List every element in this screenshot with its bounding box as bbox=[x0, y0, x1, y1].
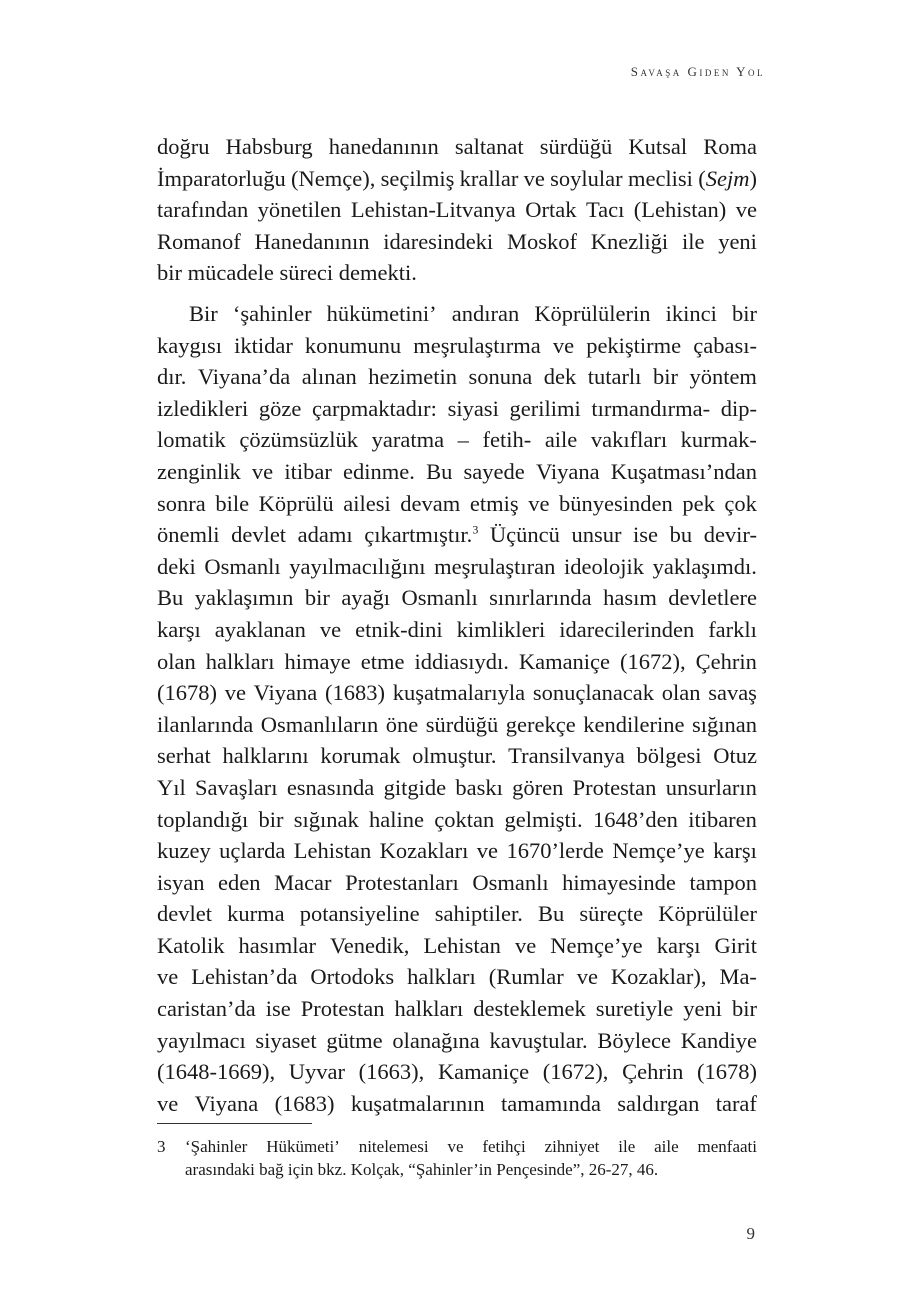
word: taraf bbox=[715, 1090, 757, 1116]
word: tırmandırma- bbox=[591, 395, 711, 421]
word: karşı bbox=[656, 932, 701, 958]
word: çarpmaktadır: bbox=[311, 395, 437, 421]
word: gerilimi bbox=[509, 395, 581, 421]
word: ve bbox=[157, 1090, 179, 1116]
word: ve bbox=[523, 165, 545, 191]
word: caristan’da bbox=[157, 996, 256, 1022]
word: sahiptiler. bbox=[434, 901, 523, 927]
word: meşrulaştıran bbox=[434, 553, 556, 579]
word: Ortak bbox=[525, 197, 577, 223]
text-line bbox=[157, 551, 757, 583]
word: menfaati bbox=[697, 1137, 757, 1156]
word: Bir bbox=[189, 301, 218, 326]
word: (1683) bbox=[274, 1090, 335, 1116]
word: Osmanlı bbox=[472, 869, 549, 895]
word: fetihçi bbox=[482, 1137, 526, 1156]
word: Hanedanının bbox=[254, 228, 370, 254]
word: devlet bbox=[157, 901, 212, 927]
word: andıran bbox=[451, 301, 520, 326]
word: fetih- bbox=[482, 427, 532, 453]
word: Hükümeti’ bbox=[266, 1137, 340, 1156]
word: Lehistan’da bbox=[191, 964, 298, 990]
word: ideolojik bbox=[563, 553, 644, 579]
word: dır. bbox=[157, 364, 187, 390]
word: Köprülü bbox=[258, 490, 334, 516]
word: ve bbox=[476, 838, 499, 864]
word: etnik-dini bbox=[355, 616, 443, 642]
text-line bbox=[157, 614, 757, 646]
word: toplandığı bbox=[157, 806, 249, 832]
word: kuşatmalarının bbox=[350, 1090, 485, 1116]
word: Lehistan-Litvanya bbox=[350, 197, 516, 223]
word: yayılmacı bbox=[157, 1027, 246, 1053]
word: korumak bbox=[320, 743, 401, 769]
word: Çehrin bbox=[622, 1059, 684, 1085]
text-line bbox=[157, 835, 757, 867]
word: ayaklanan bbox=[214, 616, 306, 642]
word: göze bbox=[258, 395, 302, 421]
text-line bbox=[157, 330, 757, 362]
word: Romanof bbox=[157, 228, 241, 254]
word: yeni bbox=[683, 996, 722, 1022]
word: saldırgan bbox=[617, 1090, 700, 1116]
word: Kamaniçe bbox=[437, 1059, 530, 1085]
word: bile bbox=[215, 490, 250, 516]
word: esnasında bbox=[286, 774, 375, 800]
word: (1663), bbox=[358, 1059, 425, 1085]
word: kurmak- bbox=[680, 427, 757, 453]
word: Bu bbox=[157, 585, 184, 611]
word: dip- bbox=[720, 395, 757, 421]
word: itibaren bbox=[688, 806, 757, 832]
word: yönetilen bbox=[257, 197, 342, 223]
word: kurma bbox=[227, 901, 285, 927]
word: yaklaşımdı. bbox=[652, 553, 757, 579]
word: halkları bbox=[407, 964, 476, 990]
word: ve bbox=[735, 197, 757, 223]
word: – bbox=[457, 427, 469, 453]
word: olmuştur. bbox=[412, 743, 497, 769]
word: halkları bbox=[394, 996, 464, 1022]
text-line bbox=[157, 163, 757, 195]
footnote-line: arasındaki bağ için bkz. Kolçak, “Şahinler’in Pençesinde”, 26-27, 46. bbox=[185, 1160, 659, 1179]
word: çok bbox=[724, 490, 757, 516]
text-line bbox=[157, 709, 757, 741]
text-line bbox=[157, 898, 757, 930]
word: ve bbox=[447, 1137, 464, 1156]
word: Köprülülerin bbox=[534, 301, 651, 326]
word: çıkartmıştır.$^3$ bbox=[364, 522, 479, 548]
word: ise bbox=[633, 522, 659, 548]
word: seçilmiş bbox=[380, 165, 455, 191]
text-line: bir mücadele süreci demekti. bbox=[157, 260, 417, 286]
word: (1648-1669), bbox=[157, 1059, 276, 1085]
word: Kozaklar), bbox=[610, 964, 707, 990]
word: aile bbox=[544, 427, 578, 453]
word: unsurların bbox=[665, 774, 757, 800]
word: tarafından bbox=[157, 197, 249, 223]
word: tutarlı bbox=[587, 364, 642, 390]
word: Osmanlı bbox=[204, 553, 281, 579]
word: edinme. bbox=[343, 458, 415, 484]
word: idarecilerinden bbox=[559, 616, 695, 642]
word: gelmişti. bbox=[504, 806, 583, 832]
word: devlet bbox=[231, 522, 287, 548]
text-line bbox=[157, 424, 757, 456]
text-line bbox=[157, 677, 757, 709]
word: ve bbox=[251, 458, 274, 484]
text-line bbox=[157, 993, 757, 1025]
word: Ortodoks bbox=[310, 964, 395, 990]
word: farklı bbox=[708, 616, 757, 642]
word: ve bbox=[576, 964, 598, 990]
text-line bbox=[157, 961, 757, 993]
word: gitgide bbox=[383, 774, 447, 800]
word: (1678) bbox=[696, 1059, 757, 1085]
footnote-number: 3 bbox=[157, 1137, 166, 1156]
word: yaklaşımın bbox=[194, 585, 294, 611]
text-line bbox=[157, 582, 757, 614]
text-line bbox=[157, 740, 757, 772]
word: hasım bbox=[603, 585, 657, 611]
word: olanağına bbox=[392, 1027, 480, 1053]
word: ‘şahinler bbox=[232, 301, 312, 326]
word: bir bbox=[258, 806, 284, 832]
word: Uyvar bbox=[288, 1059, 345, 1085]
word: idaresindeki bbox=[383, 228, 494, 254]
word: Girit bbox=[714, 932, 757, 958]
word: Macar bbox=[274, 869, 332, 895]
word: ile bbox=[618, 1137, 636, 1156]
word: bir bbox=[304, 585, 330, 611]
word: zenginlik bbox=[157, 458, 241, 484]
footnote-line bbox=[185, 1135, 757, 1158]
word: 1648’den bbox=[592, 806, 678, 832]
word: Yıl bbox=[157, 774, 186, 800]
word: tampon bbox=[689, 869, 757, 895]
word: önemli bbox=[157, 522, 220, 548]
word: bir bbox=[731, 301, 757, 326]
word: hasımlar bbox=[238, 932, 317, 958]
word: öne bbox=[385, 711, 419, 737]
word: ve bbox=[319, 616, 342, 642]
word: çözümsüzlük bbox=[239, 427, 359, 453]
word: ve bbox=[157, 964, 179, 990]
word: Transilvanya bbox=[508, 743, 625, 769]
word: bünyesinden bbox=[559, 490, 673, 516]
word: Osmanlı bbox=[401, 585, 478, 611]
word: ‘Şahinler bbox=[185, 1137, 248, 1156]
text-line bbox=[157, 131, 757, 163]
word: (Sejm) bbox=[698, 165, 757, 191]
word: pekiştirme bbox=[586, 332, 682, 358]
word: Tacı bbox=[585, 197, 625, 223]
word: himayesinde bbox=[562, 869, 676, 895]
word: (1672), bbox=[542, 1059, 609, 1085]
word: lomatik bbox=[157, 427, 226, 453]
word: doğru bbox=[157, 134, 210, 159]
word: haline bbox=[369, 806, 425, 832]
word: sonuçlanacak bbox=[532, 680, 655, 706]
word: Otuz bbox=[713, 743, 757, 769]
word: tamamında bbox=[500, 1090, 601, 1116]
word: hezimetin bbox=[368, 364, 457, 390]
word: sınırlarında bbox=[489, 585, 592, 611]
word: süreçte bbox=[579, 901, 644, 927]
word: Nemçe’ye bbox=[550, 932, 643, 958]
word: Kuşatması’ndan bbox=[610, 458, 757, 484]
word: yayılmacılığını bbox=[289, 553, 426, 579]
footnote-body bbox=[185, 1135, 757, 1181]
word: Ma- bbox=[719, 964, 757, 990]
word: nitelemesi bbox=[358, 1137, 429, 1156]
paragraph-1 bbox=[157, 131, 757, 289]
word: Lehistan bbox=[423, 932, 501, 958]
word: bir bbox=[652, 364, 678, 390]
word: Viyana bbox=[253, 680, 318, 706]
word: ilanlarında bbox=[157, 711, 254, 737]
word: (1672), bbox=[620, 648, 686, 674]
text-line bbox=[157, 804, 757, 836]
text-line bbox=[157, 456, 757, 488]
word: Köprülüler bbox=[658, 901, 757, 927]
word: pek bbox=[682, 490, 715, 516]
text-line bbox=[157, 519, 757, 551]
word: ikinci bbox=[665, 301, 717, 326]
word: Knezliği bbox=[590, 228, 669, 254]
word: meclisi bbox=[627, 165, 693, 191]
word: etmiş bbox=[469, 490, 519, 516]
text-line bbox=[157, 867, 757, 899]
word: sonuna bbox=[468, 364, 533, 390]
text-line bbox=[157, 930, 757, 962]
word: gerekçe bbox=[505, 711, 576, 737]
word: kaygısı bbox=[157, 332, 222, 358]
word: karşı bbox=[713, 838, 757, 864]
word: Protestan bbox=[300, 996, 385, 1022]
text-line bbox=[157, 1056, 757, 1088]
word: siyasi bbox=[447, 395, 499, 421]
word: krallar bbox=[459, 165, 519, 191]
word: bu bbox=[669, 522, 693, 548]
word: adamı bbox=[297, 522, 353, 548]
word: sayede bbox=[463, 458, 525, 484]
word: isyan bbox=[157, 869, 205, 895]
word: savaş bbox=[708, 680, 757, 706]
word: sürdüğü bbox=[425, 711, 499, 737]
word: Lehistan bbox=[293, 838, 372, 864]
word: meşrulaştırma bbox=[413, 332, 541, 358]
word: çabası- bbox=[693, 332, 757, 358]
word: (Lehistan) bbox=[633, 197, 727, 223]
word: zihniyet bbox=[544, 1137, 600, 1156]
word: gören bbox=[512, 774, 564, 800]
word: Viyana’da bbox=[197, 364, 291, 390]
text-line bbox=[157, 393, 757, 425]
word: serhat bbox=[157, 743, 211, 769]
text-line bbox=[157, 772, 757, 804]
text-line bbox=[157, 488, 757, 520]
word: olan bbox=[661, 680, 701, 706]
word: suretiyle bbox=[595, 996, 674, 1022]
word: baskı bbox=[455, 774, 503, 800]
word: vakıfları bbox=[590, 427, 668, 453]
word: Viyana bbox=[194, 1090, 259, 1116]
running-head: Savaşa Giden Yol bbox=[630, 64, 765, 79]
word: saltanat bbox=[454, 134, 524, 159]
word: sonra bbox=[157, 490, 206, 516]
word: uçlarda bbox=[219, 838, 286, 864]
text-line bbox=[157, 1025, 757, 1057]
word: Roma bbox=[703, 134, 757, 159]
word: yeni bbox=[718, 228, 757, 254]
word: Osmanlıların bbox=[260, 711, 379, 737]
word: Çehrin bbox=[695, 648, 757, 674]
page-number: 9 bbox=[746, 1224, 755, 1243]
word: olan bbox=[157, 648, 196, 674]
word: ve bbox=[224, 680, 246, 706]
word: konumunu bbox=[304, 332, 402, 358]
word: sığınak bbox=[293, 806, 359, 832]
word: (1683) bbox=[324, 680, 385, 706]
word: Venedik, bbox=[330, 932, 410, 958]
word: Protestan bbox=[572, 774, 657, 800]
word: (Nemçe), bbox=[291, 165, 376, 191]
word: 1670’lerde bbox=[506, 838, 604, 864]
word: iddiasıydı. bbox=[414, 648, 509, 674]
word: Katolik bbox=[157, 932, 225, 958]
word: (Rumlar bbox=[488, 964, 564, 990]
word: Kozakları bbox=[379, 838, 469, 864]
word: alınan bbox=[301, 364, 357, 390]
word: dek bbox=[543, 364, 577, 390]
text-line bbox=[157, 298, 757, 330]
word: Nemçe’ye bbox=[612, 838, 705, 864]
text-line bbox=[157, 226, 757, 258]
word: ile bbox=[681, 228, 705, 254]
word: İmparatorluğu bbox=[157, 165, 286, 191]
word: ve bbox=[552, 332, 575, 358]
word: yöntem bbox=[689, 364, 757, 390]
word: unsur bbox=[571, 522, 622, 548]
text-line bbox=[157, 646, 757, 678]
word: Bu bbox=[426, 458, 453, 484]
word: deki bbox=[157, 553, 196, 579]
word: kavuştular. bbox=[489, 1027, 588, 1053]
text-line bbox=[157, 1088, 757, 1120]
word: devletlere bbox=[668, 585, 757, 611]
word: kendilerine bbox=[583, 711, 685, 737]
word: bir bbox=[732, 996, 757, 1022]
word: itibar bbox=[284, 458, 332, 484]
word: devam bbox=[400, 490, 461, 516]
paragraph-2 bbox=[157, 298, 757, 1119]
word: çoktan bbox=[434, 806, 495, 832]
word: ayağı bbox=[341, 585, 391, 611]
word: ve bbox=[528, 490, 550, 516]
word: izledikleri bbox=[157, 395, 249, 421]
word: kuzey bbox=[157, 838, 211, 864]
word: soylular bbox=[550, 165, 623, 191]
word: hükümetini’ bbox=[326, 301, 437, 326]
word: iktidar bbox=[234, 332, 293, 358]
word: sığınan bbox=[691, 711, 757, 737]
text-line bbox=[157, 361, 757, 393]
word: kimlikleri bbox=[456, 616, 546, 642]
word: Savaşları bbox=[195, 774, 278, 800]
word: (1678) bbox=[157, 680, 217, 706]
word: aile bbox=[654, 1137, 679, 1156]
word: halklarını bbox=[222, 743, 309, 769]
word: siyaset bbox=[255, 1027, 317, 1053]
word: devir- bbox=[703, 522, 757, 548]
word: kuşatmalarıyla bbox=[392, 680, 526, 706]
word: hanedanının bbox=[328, 134, 439, 159]
word: ise bbox=[265, 996, 291, 1022]
word: Protestanları bbox=[345, 869, 459, 895]
word: yaratma bbox=[371, 427, 445, 453]
word: karşı bbox=[157, 616, 201, 642]
word: Böylece bbox=[597, 1027, 672, 1053]
word: Kutsal bbox=[628, 134, 688, 159]
footnote-reference[interactable]: 3 bbox=[472, 522, 479, 537]
word: ve bbox=[514, 932, 537, 958]
word: Bu bbox=[538, 901, 565, 927]
word: Üçüncü bbox=[489, 522, 560, 548]
word: sürdüğü bbox=[539, 134, 613, 159]
word: Habsburg bbox=[225, 134, 313, 159]
word: Kandiye bbox=[680, 1027, 757, 1053]
word: halkları bbox=[205, 648, 275, 674]
word: desteklemek bbox=[473, 996, 586, 1022]
footnote-rule bbox=[157, 1123, 312, 1124]
word: Moskof bbox=[506, 228, 577, 254]
word: eden bbox=[218, 869, 261, 895]
word: himaye bbox=[284, 648, 351, 674]
word: ailesi bbox=[343, 490, 391, 516]
word: Kamaniçe bbox=[518, 648, 611, 674]
word: bölgesi bbox=[636, 743, 702, 769]
text-line bbox=[157, 194, 757, 226]
word: potansiyeline bbox=[299, 901, 420, 927]
word: Viyana bbox=[535, 458, 600, 484]
word: gütme bbox=[326, 1027, 383, 1053]
word: etme bbox=[360, 648, 405, 674]
